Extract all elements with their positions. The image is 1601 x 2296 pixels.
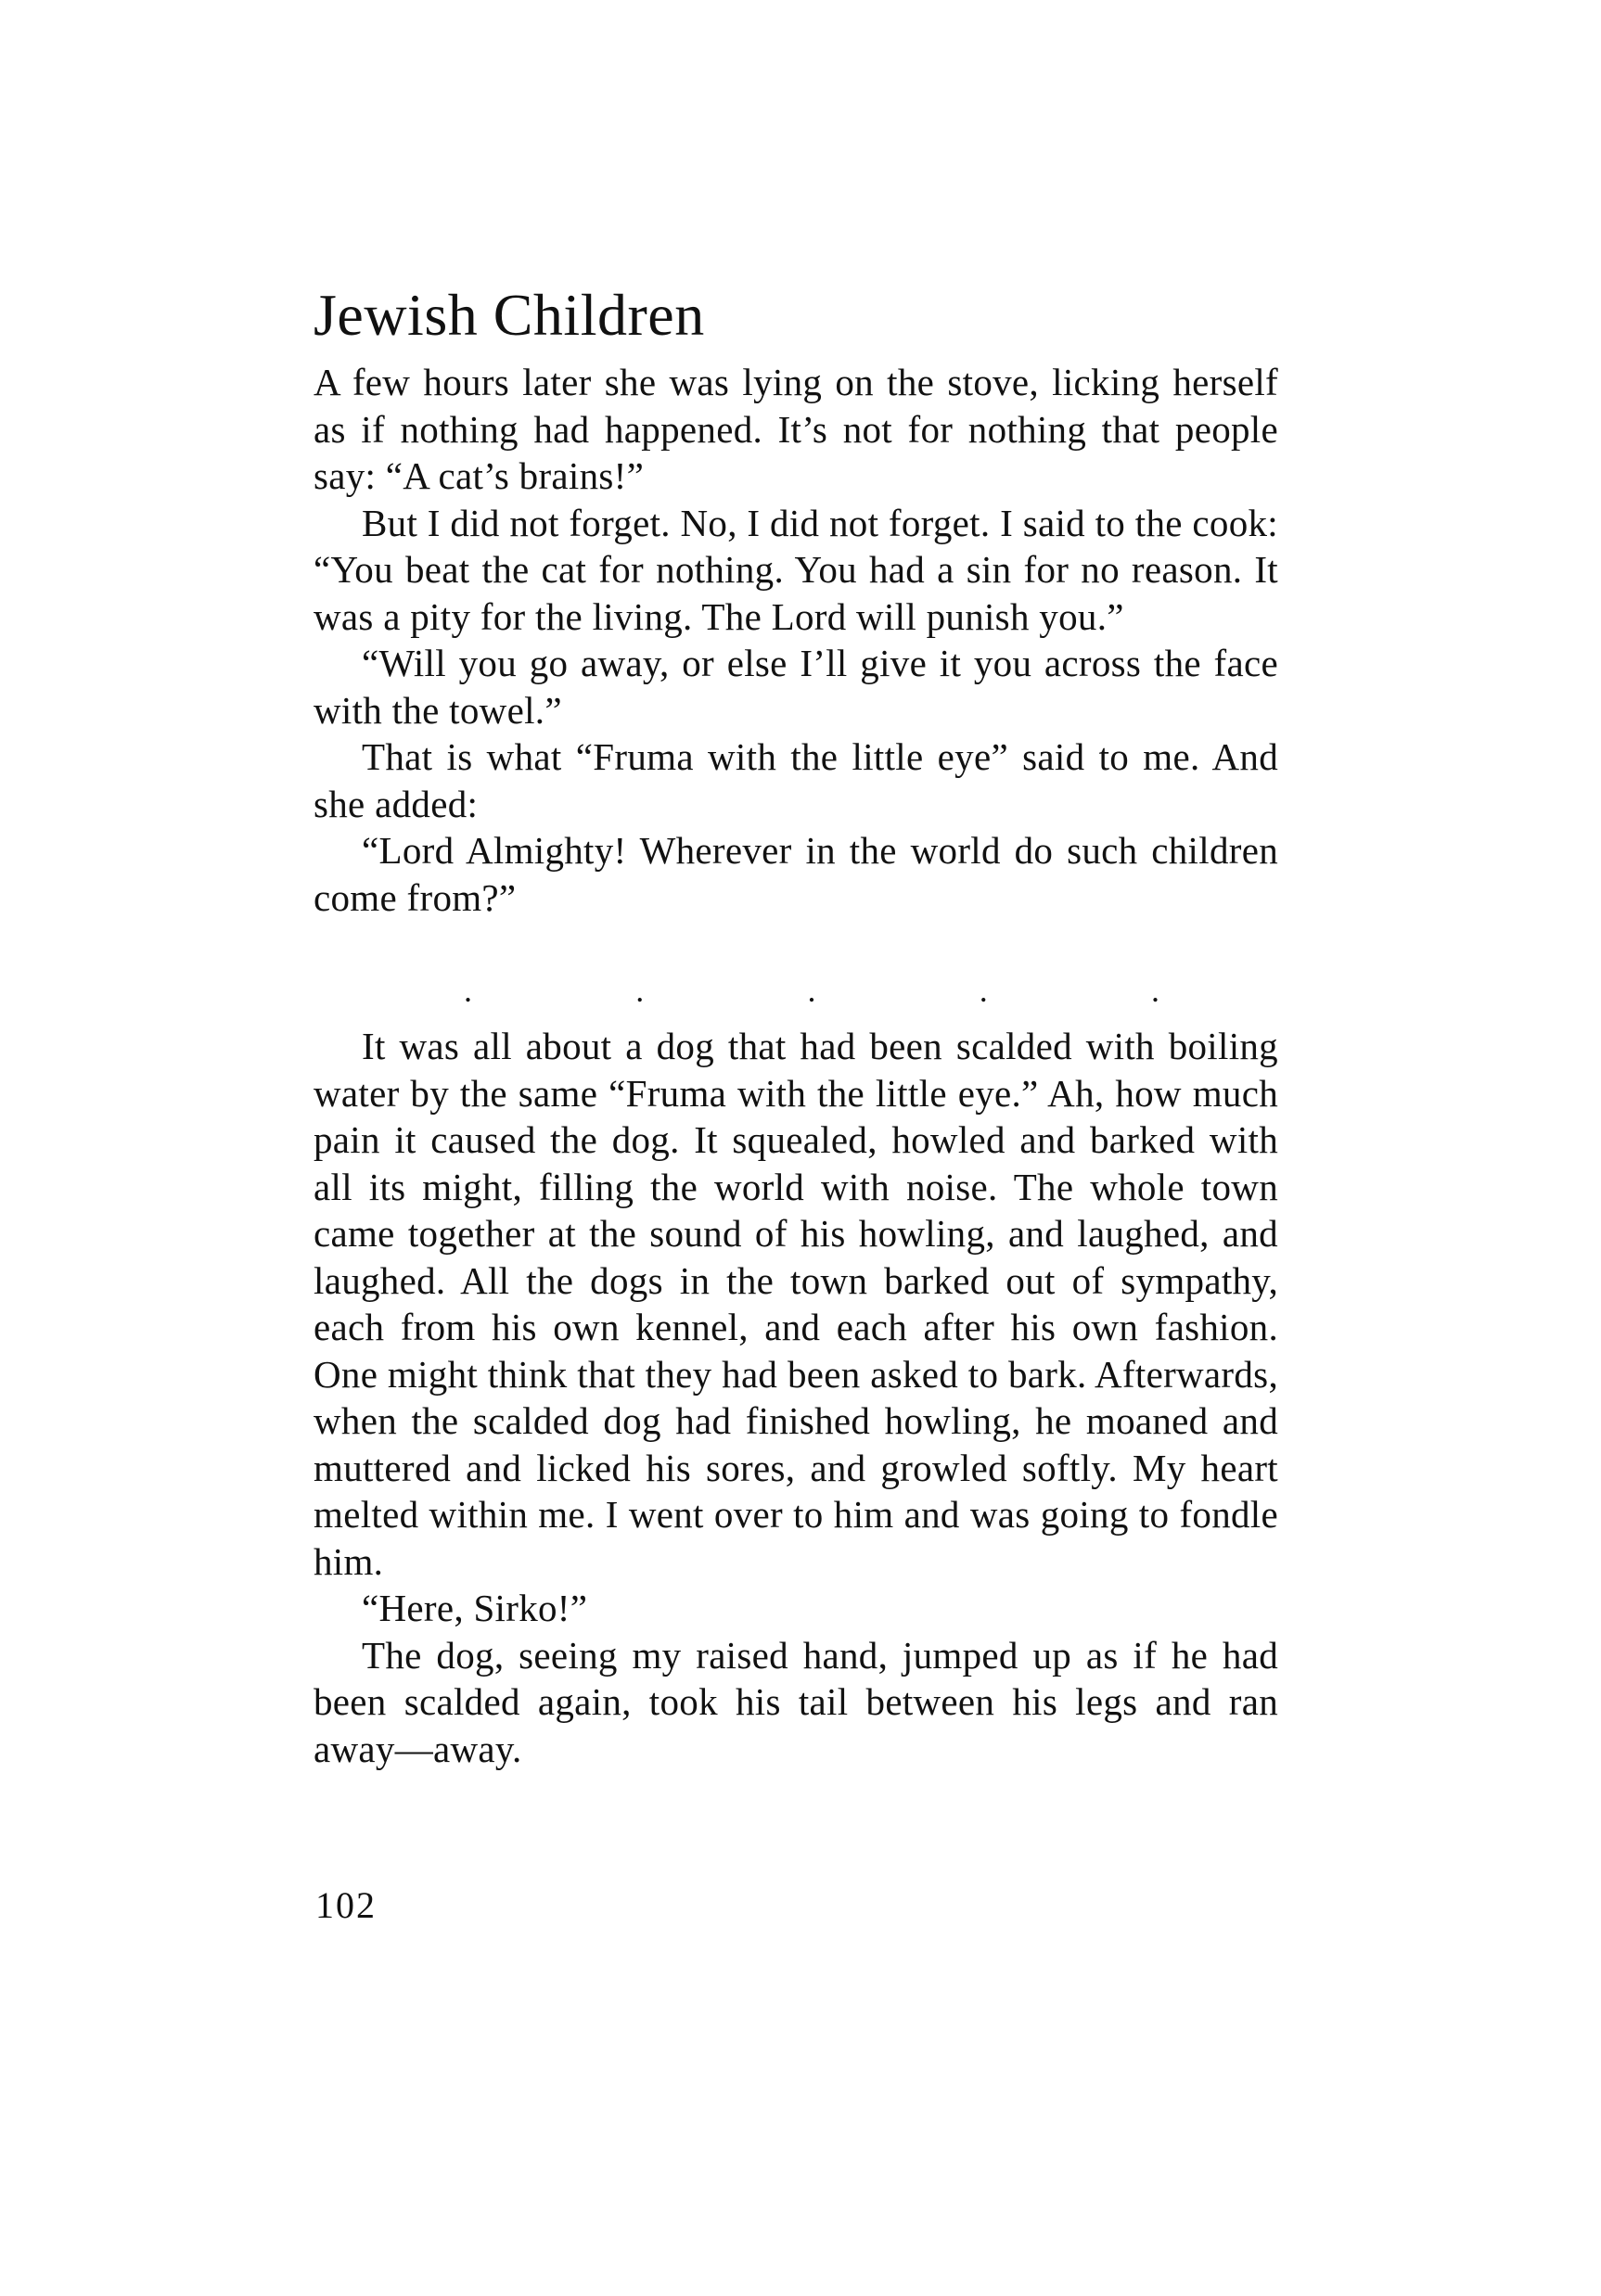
separator-dot: . xyxy=(635,972,645,1009)
separator-dot: . xyxy=(807,972,816,1009)
paragraph: “Here, Sirko!” xyxy=(362,1587,588,1629)
paragraph: That is what “Fruma with the little eye” said to me. And she added: xyxy=(314,735,1278,825)
separator-dot: . xyxy=(979,972,988,1009)
paragraph: A few hours later she was lying on the stove, licking herself as if nothing had happened. It’s not for nothing that people say: “A cat’s brains!” xyxy=(314,361,1278,497)
text-section-2 xyxy=(314,1023,1278,1772)
section-separator xyxy=(464,974,1159,1007)
paragraph: The dog, seeing my raised hand, jumped up as if he had been scalded again, took his tail between his legs and ran away—away. xyxy=(314,1633,1278,1770)
separator-dot: . xyxy=(1151,972,1159,1009)
paragraph: “Will you go away, or else I’ll give it you across the face with the towel.” xyxy=(314,642,1278,732)
paragraph: It was all about a dog that had been scalded with boiling water by the same “Fruma with the little eye.” Ah, how much pain it caused the dog. It squealed, howled and barked with all its might, filling the world with noise. The whole town came together at the sound of his howling, and laughed, and laughed. All the dogs in the town barked out of sympathy, each from his own kennel, and each after his own fashion. One might think that they had been asked to bark. Afterwards, when the scalded dog had finished howling, he moaned and muttered and licked his sores, and growled softly. My heart melted within me. I went over to him and was going to fondle him. xyxy=(314,1025,1278,1583)
separator-dot: . xyxy=(464,972,472,1009)
paragraph: “Lord Almighty! Wherever in the world do such children come from?” xyxy=(314,829,1278,919)
running-head: Jewish Children xyxy=(314,282,705,348)
text-section-1 xyxy=(314,359,1278,921)
paragraph: But I did not forget. No, I did not forget. I said to the cook: “You beat the cat for nothing. You had a sin for no reason. It was a pity for the living. The Lord will punish you.” xyxy=(314,501,1278,638)
page-number: 102 xyxy=(315,1884,377,1926)
